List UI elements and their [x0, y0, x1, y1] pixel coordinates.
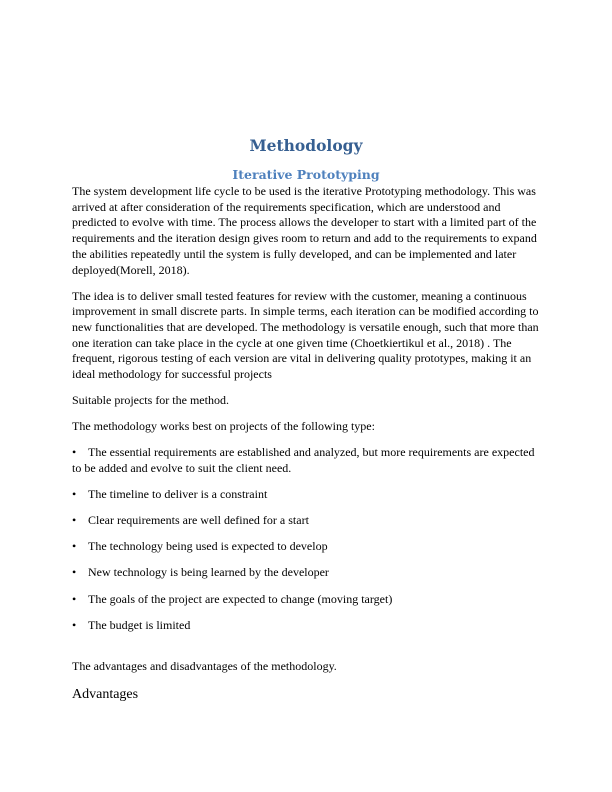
- bullet-icon: •: [72, 513, 77, 528]
- paragraph-works-best: The methodology works best on projects of the following type:: [72, 419, 375, 434]
- bullet-item: [72, 565, 542, 581]
- bullet-icon: •: [72, 565, 77, 580]
- bullet-icon: •: [72, 539, 77, 554]
- paragraph-idea: The idea is to deliver small tested features for review with the customer, meaning a continuous improvement in small discrete parts. In simple terms, each iteration can be modified according to new functionalities that are developed. The methodology is versatile enough, such that more than one iteration can take place in the cycle at one given time (Choetkiertikul et al., 2018) . The frequent, rigorous testing of each version are vital in delivering quality prototypes, making it an ideal methodology for successful projects: [72, 288, 539, 382]
- bullet-icon: •: [72, 591, 77, 606]
- bullet-text: The budget is limited: [88, 617, 191, 632]
- bullet-text: The essential requirements are established and analyzed, but more requirements are expected to be added and evolve to suit the client need.: [72, 445, 535, 476]
- paragraph-suitable: Suitable projects for the method.: [72, 393, 229, 408]
- bullet-item: [72, 592, 542, 608]
- bullet-text: The technology being used is expected to develop: [88, 539, 328, 554]
- bullet-icon: •: [72, 617, 77, 632]
- bullet-icon: •: [72, 487, 77, 502]
- paragraph-intro: The system development life cycle to be used is the iterative Prototyping methodology. This was arrived at after consideration of the requirements specification, which are understood and predicted to evolve with time. The process allows the developer to start with a limited part of the requirements and the iteration design gives room to return and add to the requirements to expand the abilities repeatedly until the system is fully developed, and can be implemented and later deployed(Morell, 2018).: [72, 184, 537, 277]
- bullet-text: The goals of the project are expected to change (moving target): [88, 591, 393, 606]
- bullet-item: [72, 539, 542, 555]
- spacer: [72, 644, 542, 660]
- bullet-item: [72, 618, 542, 634]
- page-title: Methodology: [249, 136, 363, 155]
- bullet-item: [72, 513, 542, 529]
- document-body: [72, 184, 542, 714]
- paragraph-advantages-intro: The advantages and disadvantages of the methodology.: [72, 659, 337, 674]
- advantages-heading: Advantages: [72, 686, 139, 702]
- bullet-item: [72, 445, 542, 476]
- bullet-text: Clear requirements are well defined for a start: [88, 513, 309, 528]
- bullet-item: [72, 487, 542, 503]
- bullet-text: The timeline to deliver is a constraint: [88, 487, 268, 502]
- bullet-text: New technology is being learned by the developer: [88, 565, 329, 580]
- bullet-icon: •: [72, 445, 77, 460]
- section-subtitle: Iterative Prototyping: [232, 167, 380, 182]
